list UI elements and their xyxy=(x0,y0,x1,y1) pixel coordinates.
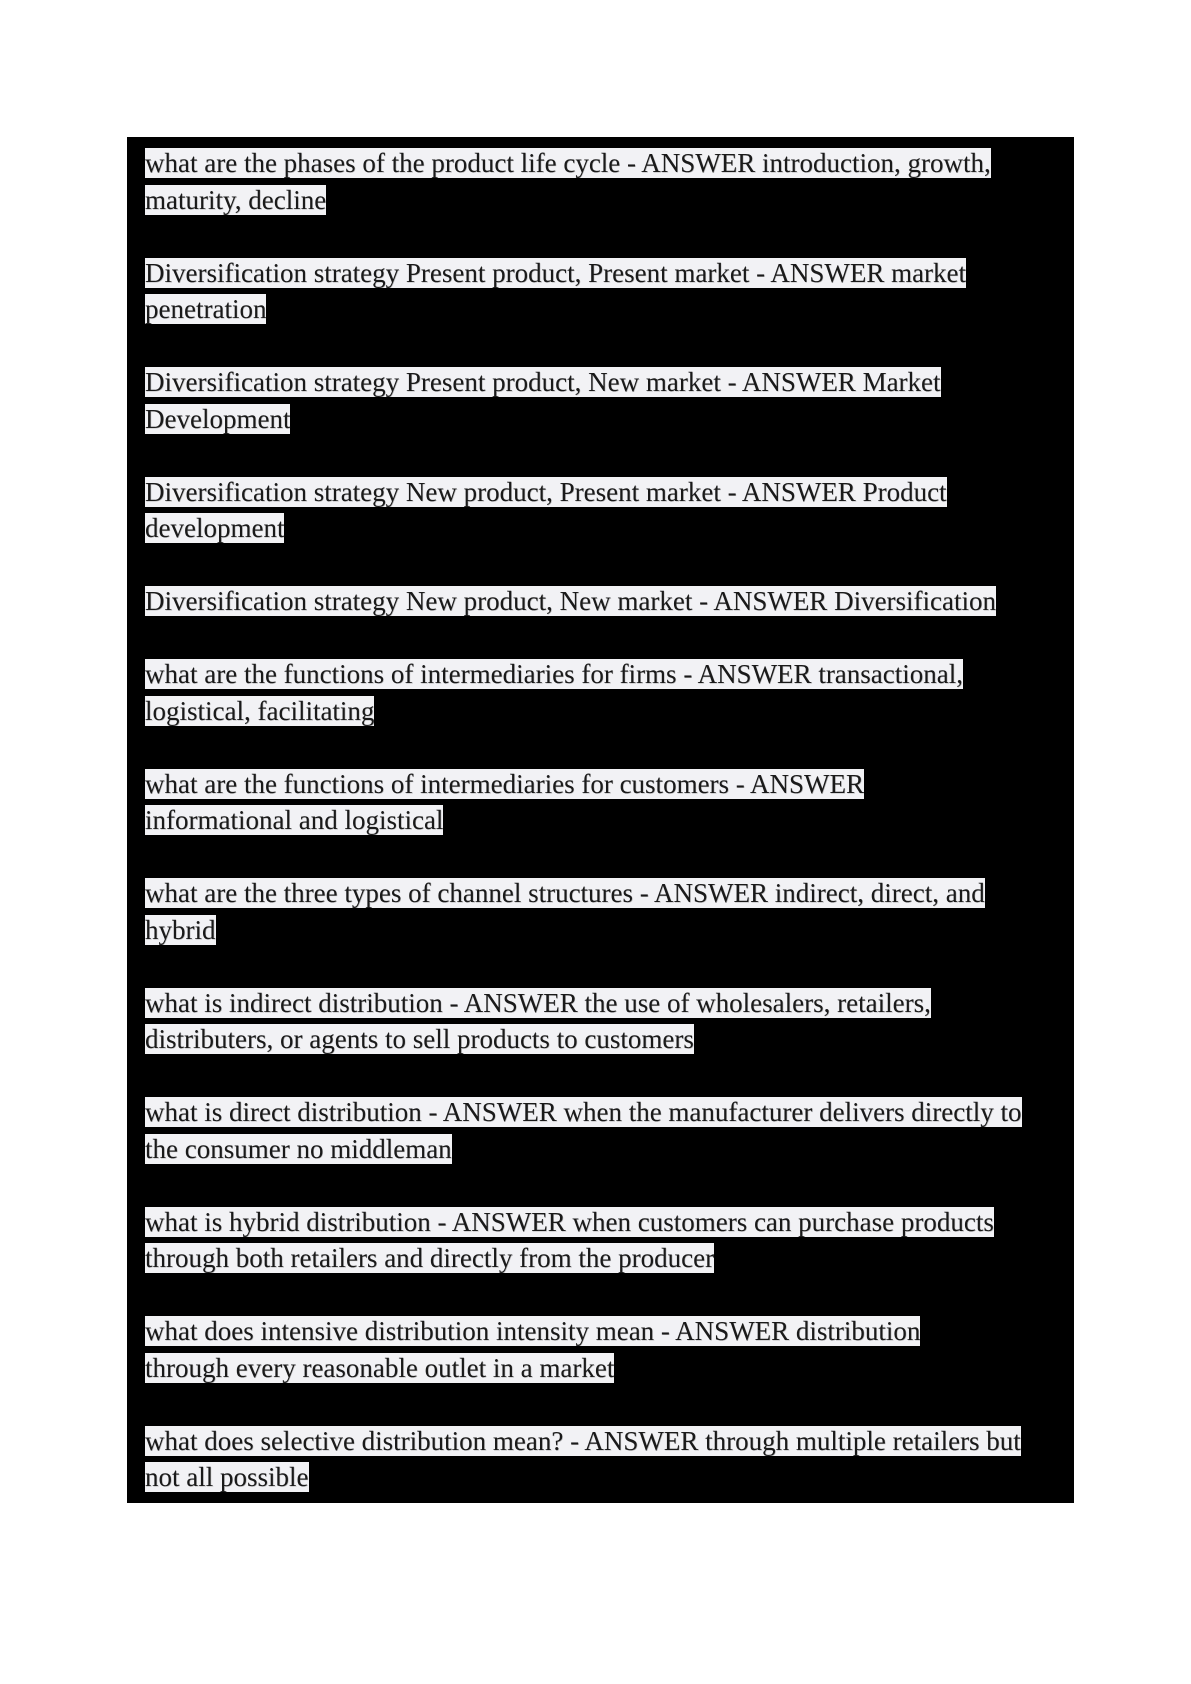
qa-item-10 xyxy=(145,1094,1050,1167)
qa-list xyxy=(145,145,1074,1496)
qa-text: what are the functions of intermediaries for customers - ANSWER informational and logistical xyxy=(145,768,865,835)
qa-item-12 xyxy=(145,1313,1005,1386)
qa-text: what are the functions of intermediaries for firms - ANSWER transactional, logistical, facilitating xyxy=(145,659,964,726)
qa-text: Diversification strategy Present product, Present market - ANSWER market penetration xyxy=(145,257,967,324)
qa-text: Diversification strategy New product, New market - ANSWER Diversification xyxy=(145,586,997,616)
qa-item-11 xyxy=(145,1204,1050,1277)
flashcard-block xyxy=(127,137,1074,1503)
qa-item-1 xyxy=(145,145,1045,218)
qa-item-3 xyxy=(145,364,1005,437)
qa-item-4 xyxy=(145,474,1005,547)
qa-text: what is direct distribution - ANSWER when the manufacturer delivers directly to the consumer no middleman xyxy=(145,1097,1022,1164)
qa-text: what is indirect distribution - ANSWER the use of wholesalers, retailers, distributers, or agents to sell products to customers xyxy=(145,987,931,1054)
qa-text: what does selective distribution mean? - ANSWER through multiple retailers but not all possible xyxy=(145,1425,1021,1492)
qa-text: what are the phases of the product life cycle - ANSWER introduction, growth, maturity, decline xyxy=(145,148,991,215)
qa-item-9 xyxy=(145,985,1045,1058)
qa-item-13 xyxy=(145,1423,1045,1496)
qa-text: what are the three types of channel structures - ANSWER indirect, direct, and hybrid xyxy=(145,878,985,945)
qa-item-5 xyxy=(145,583,1050,620)
qa-text: Diversification strategy Present product, New market - ANSWER Market Development xyxy=(145,367,941,434)
qa-item-6 xyxy=(145,656,1005,729)
qa-item-7 xyxy=(145,766,1005,839)
qa-text: what does intensive distribution intensity mean - ANSWER distribution through every reasonable outlet in a market xyxy=(145,1316,921,1383)
qa-item-2 xyxy=(145,255,1005,328)
qa-text: Diversification strategy New product, Present market - ANSWER Product development xyxy=(145,476,947,543)
qa-text: what is hybrid distribution - ANSWER when customers can purchase products through both retailers and directly from the producer xyxy=(145,1206,994,1273)
qa-item-8 xyxy=(145,875,1045,948)
